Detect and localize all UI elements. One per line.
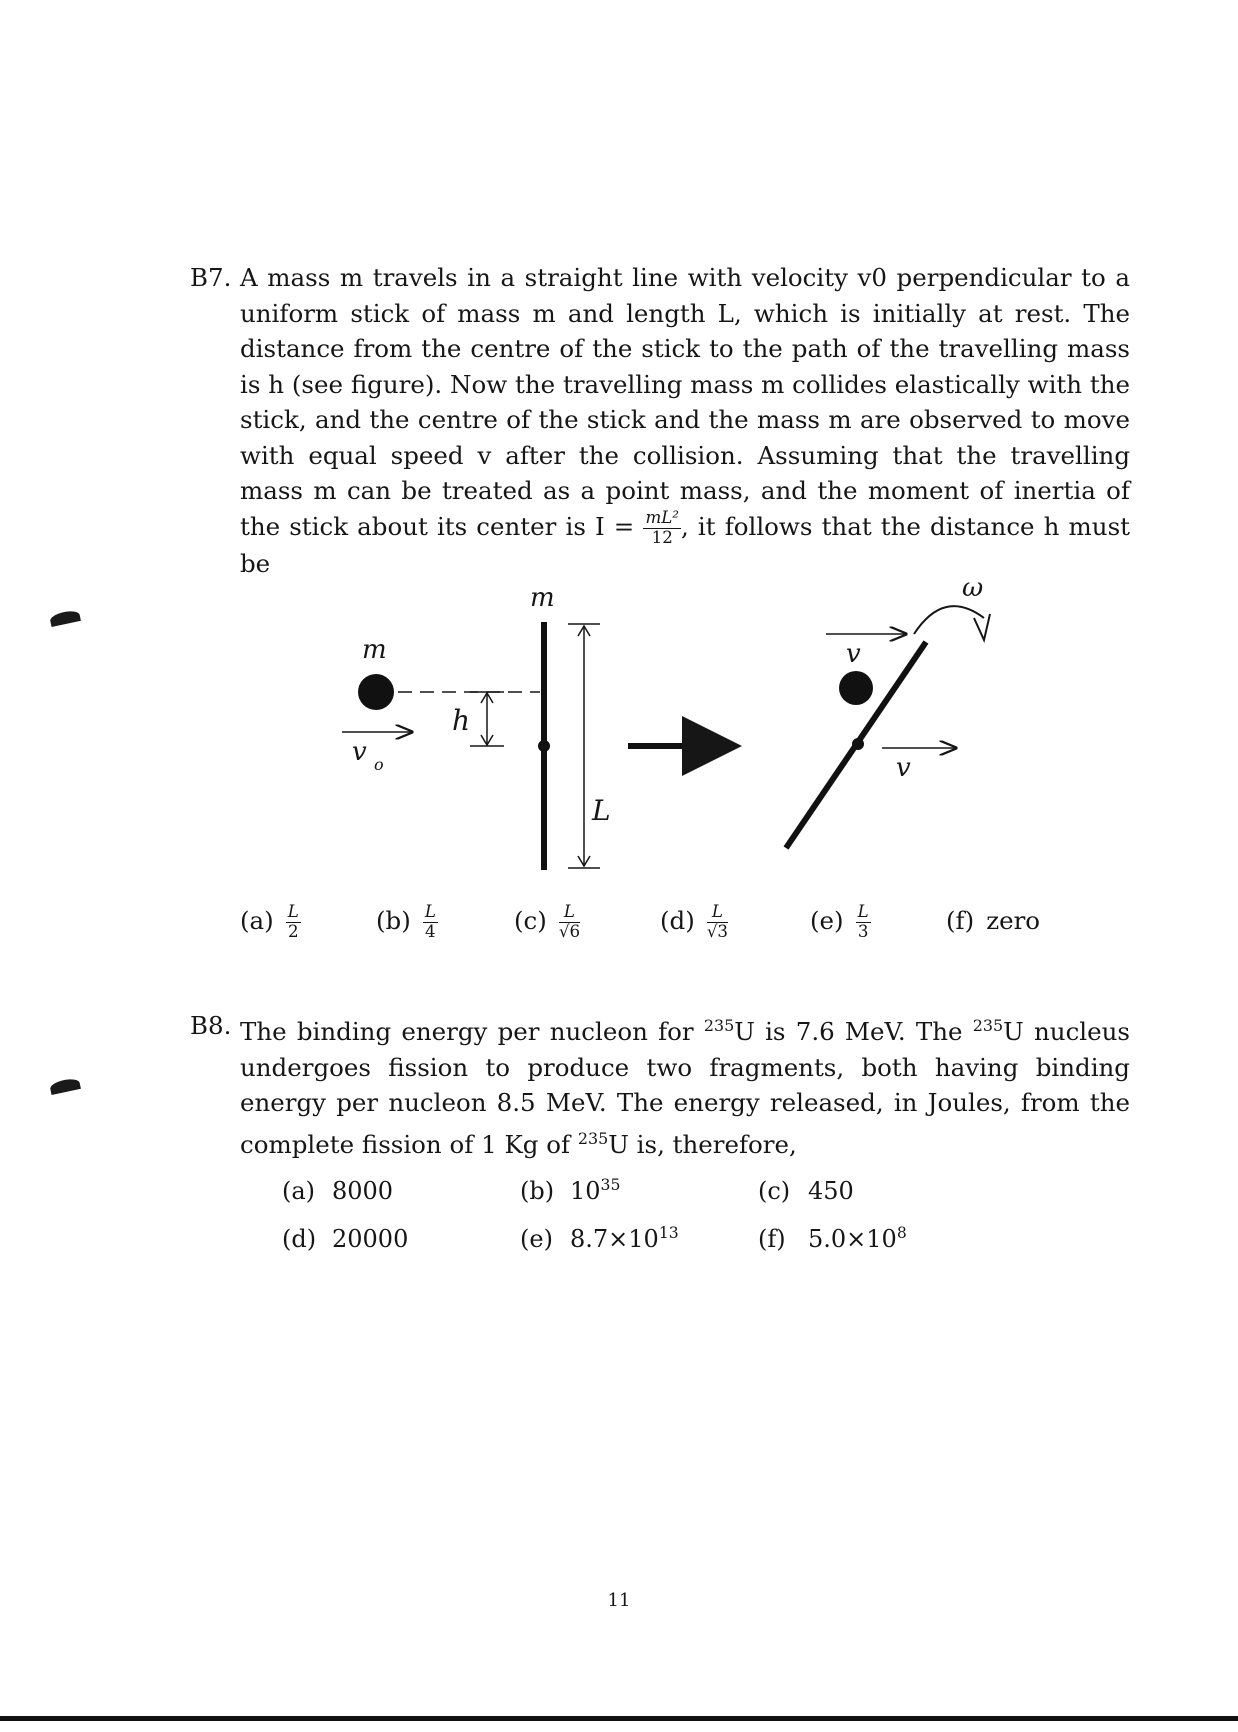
isotope-number: 235 [577, 1128, 609, 1148]
option-text: zero [986, 906, 1041, 935]
b7-option-b[interactable] [376, 904, 438, 940]
fraction-numerator: mL² [645, 507, 679, 527]
b7-option-e[interactable] [810, 904, 871, 940]
inertia-fraction [643, 507, 681, 547]
stick-center-dot [538, 740, 550, 752]
option-value: 5.0×10 [808, 1225, 897, 1253]
option-fraction: $\frac{L}{√3}$ [706, 902, 729, 941]
option-fraction: $\frac{L}{3}$ [857, 902, 869, 941]
option-label: (f) [946, 906, 975, 935]
b7-option-a[interactable] [240, 904, 301, 940]
option-value: 8.7×10 [570, 1225, 659, 1253]
option-label: (f) [758, 1225, 786, 1253]
question-number: B7. [190, 263, 232, 292]
mass-ball [358, 674, 394, 710]
v0-subscript: o [374, 755, 384, 774]
option-value: 8000 [332, 1177, 394, 1205]
option-fraction: $\frac{L}{√6}$ [558, 902, 581, 941]
b8-option-a[interactable] [282, 1176, 393, 1205]
page-number: 11 [607, 1590, 631, 1611]
b7-option-c[interactable] [514, 904, 580, 940]
v0-label: v [352, 737, 367, 767]
option-label: (e) [520, 1225, 553, 1253]
isotope-number: 235 [972, 1016, 1004, 1035]
option-label: (d) [282, 1225, 317, 1253]
option-exponent: 35 [600, 1176, 621, 1194]
option-label: (d) [660, 905, 695, 935]
ball-velocity-label: v [846, 639, 861, 669]
option-label: (a) [282, 1177, 316, 1205]
question-text-part2: , it follows that the distance h must be [240, 511, 1130, 579]
b7-option-d[interactable] [660, 904, 728, 940]
b8-option-b[interactable] [520, 1176, 620, 1205]
question-text [240, 260, 1130, 582]
fraction-denominator: 12 [651, 527, 673, 547]
question-text-part1: A mass m travels in a straight line with velocity v0 perpendicular to a uniform stick of mass m and length L, which is initially at rest. The distance from the centre of the stick to the path of the travelling mass is h (see figure). Now the travelling mass m collides elastically with the stick, and the centre of the stick and the mass m are observed to move with equal speed v after the collision. Assuming that the travelling mass m can be treated as a point mass, and the moment of inertia of the stick about its center is I = [240, 263, 1130, 541]
omega-label: ω [962, 573, 984, 603]
h-label: h [452, 704, 471, 737]
stick-mass-label: m [530, 583, 555, 613]
collision-figure [0, 570, 1238, 870]
b7-option-f[interactable] [946, 906, 1040, 935]
mass-ball-after [839, 671, 873, 705]
b8-option-f[interactable] [758, 1224, 907, 1253]
stick-velocity-label: v [896, 753, 911, 783]
question-text: The binding energy per nucleon for $^{235}$U is 7.6 MeV. The $^{235}$U nucleus undergoes fission to produce two fragments, both having binding energy per nucleon 8.5 MeV. The energy released, in Joules, from the complete fission of 1 Kg of $^{235}$U is, therefore, [240, 1016, 1130, 1159]
scan-mark-bottom [49, 1077, 81, 1095]
stick-center-dot-after [852, 738, 864, 750]
option-value: 10 [570, 1177, 601, 1205]
L-label: L [592, 794, 611, 827]
option-label: (a) [240, 905, 274, 935]
option-exponent: 13 [658, 1224, 679, 1242]
option-value: 450 [808, 1177, 854, 1205]
option-label: (c) [514, 905, 547, 935]
question-b8 [190, 1008, 1130, 1162]
option-label: (c) [758, 1177, 791, 1205]
bottom-rule [0, 1716, 1238, 1721]
isotope-number: 235 [703, 1016, 735, 1035]
option-label: (b) [376, 905, 411, 935]
option-fraction: $\frac{L}{4}$ [424, 902, 436, 941]
question-number: B8. [190, 1011, 232, 1040]
option-label: (e) [810, 905, 844, 935]
mass-ball-label: m [362, 635, 387, 665]
option-fraction: $\frac{L}{2}$ [287, 902, 299, 941]
b8-option-e[interactable] [520, 1224, 679, 1253]
question-b7 [190, 260, 1130, 582]
option-label: (b) [520, 1177, 555, 1205]
omega-rotation-arrow [914, 606, 984, 634]
option-value: 20000 [332, 1225, 409, 1253]
b8-option-c[interactable] [758, 1176, 854, 1205]
option-exponent: 8 [896, 1224, 907, 1242]
b8-option-d[interactable] [282, 1224, 408, 1253]
